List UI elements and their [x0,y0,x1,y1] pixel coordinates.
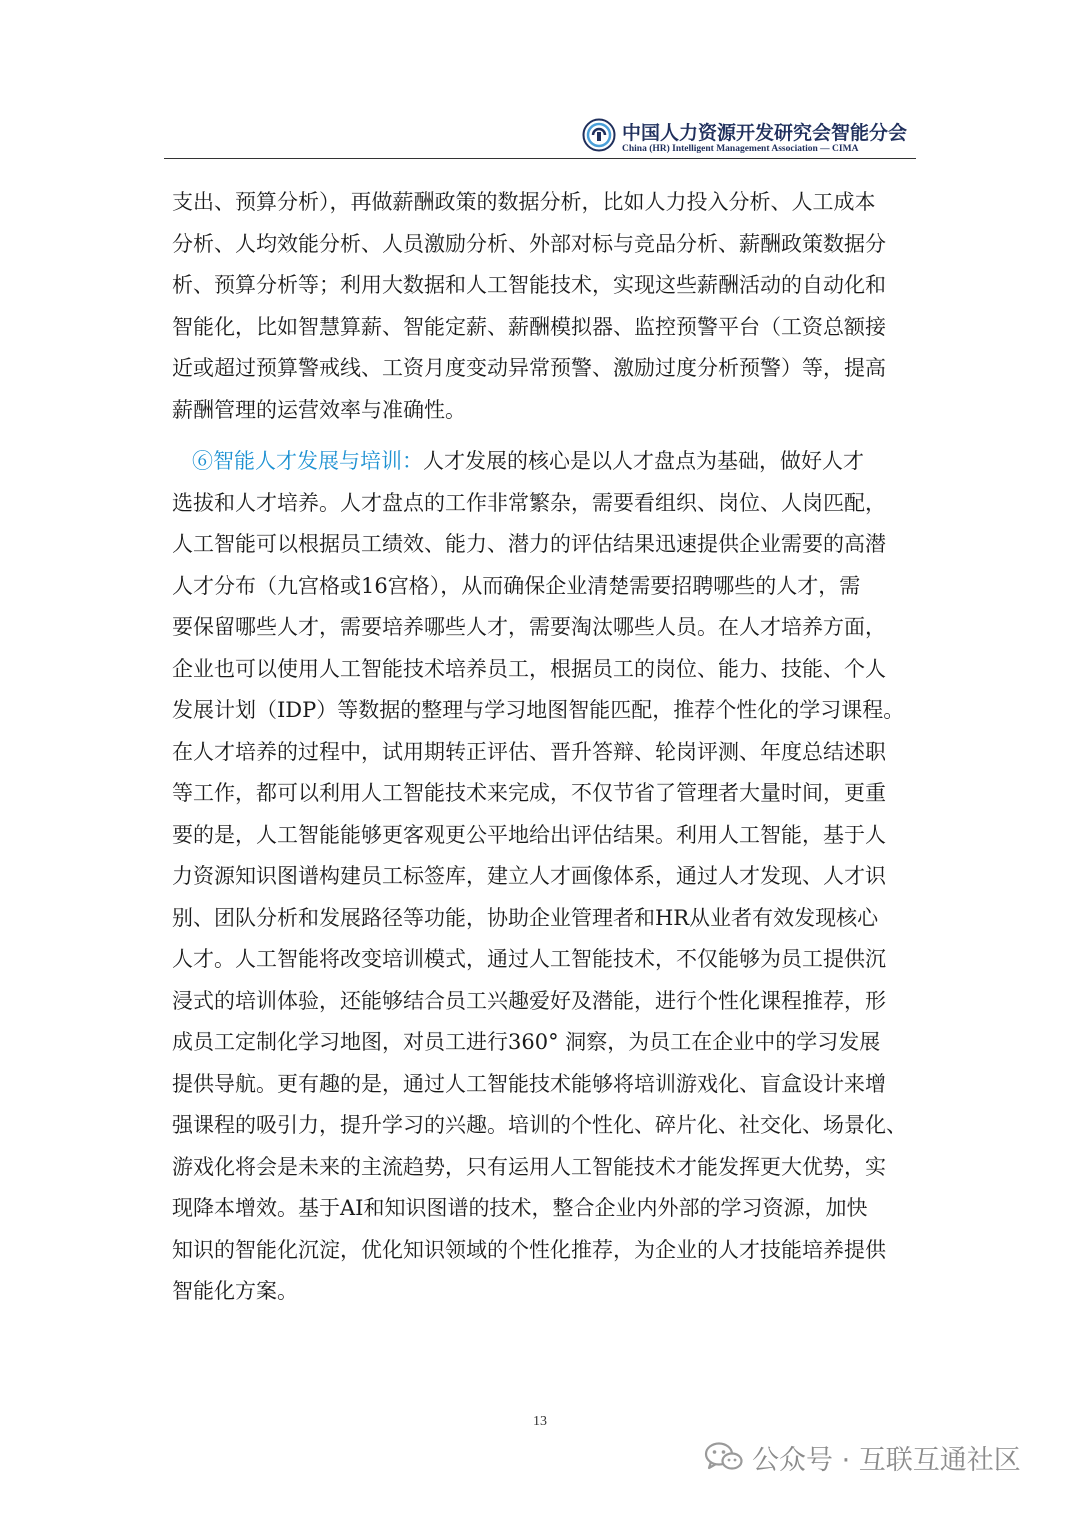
header-divider [164,158,916,159]
org-name-en: China (HR) Intelligent Management Association — CIMA [622,144,859,154]
text-line: 成员工定制化学习地图，对员工进行360° 洞察，为员工在企业中的学习发展 [172,1030,881,1054]
text-line: 力资源知识图谱构建员工标签库，建立人才画像体系，通过人才发现、人才识 [172,864,886,888]
text-line: 薪酬管理的运营效率与准确性。 [172,397,466,422]
text-line: 近或超过预算警戒线、工资月度变动异常预警、激励过度分析预警）等，提高 [172,356,886,380]
text-line: 企业也可以使用人工智能技术培养员工，根据员工的岗位、能力、技能、个人 [172,656,886,681]
text-line: 分析、人均效能分析、人员激励分析、外部对标与竞品分析、薪酬政策数据分 [172,231,886,256]
text-line: 要的是，人工智能能够更客观更公平地给出评估结果。利用人工智能，基于人 [172,822,886,847]
watermark [704,1432,1064,1482]
text-line: 选拔和人才培养。人才盘点的工作非常繁杂，需要看组织、岗位、人岗匹配， [172,490,886,515]
page-body [172,182,908,1313]
text-span: 人才发展的核心是以人才盘点为基础，做好人才 [423,449,864,473]
text-line: 强课程的吸引力，提升学习的兴趣。培训的个性化、碎片化、社交化、场景化、 [172,1113,907,1137]
text-line [172,441,908,483]
section-heading: ⑥智能人才发展与培训： [192,449,423,473]
watermark-text: 公众号 · 互联互通社区 [752,1444,1021,1476]
text-line: 别、团队分析和发展路径等功能，协助企业管理者和HR从业者有效发现核心 [172,905,879,930]
text-line: 提供导航。更有趣的是，通过人工智能技术能够将培训游戏化、盲盒设计来增 [172,1071,886,1096]
text-line: 游戏化将会是未来的主流趋势，只有运用人工智能技术才能发挥更大优势，实 [172,1154,886,1179]
text-line: 知识的智能化沉淀，优化知识领域的个性化推荐，为企业的人才技能培养提供 [172,1237,886,1262]
cima-logo-icon [582,118,616,152]
paragraph-talent [172,441,908,1313]
text-line: 现降本增效。基于AI和知识图谱的技术，整合企业内外部的学习资源，加快 [172,1196,868,1220]
text-line: 在人才培养的过程中，试用期转正评估、晋升答辩、轮岗评测、年度总结述职 [172,739,886,764]
text-line: 人才分布（九宫格或16宫格），从而确保企业清楚需要招聘哪些的人才，需 [172,573,861,598]
page-number: 13 [533,1414,547,1429]
text-line: 智能化方案。 [172,1279,298,1303]
wechat-icon [704,1441,744,1473]
text-line: 浸式的培训体验，还能够结合员工兴趣爱好及潜能，进行个性化课程推荐，形 [172,988,886,1013]
text-line: 智能化，比如智慧算薪、智能定薪、薪酬模拟器、监控预警平台（工资总额接 [172,314,886,339]
text-line: 等工作，都可以利用人工智能技术来完成，不仅节省了管理者大量时间，更重 [172,781,886,805]
text-line: 支出、预算分析），再做薪酬政策的数据分析，比如人力投入分析、人工成本 [172,190,876,214]
org-name-cn: 中国人力资源开发研究会智能分会 [622,122,908,144]
text-line: 人工智能可以根据员工绩效、能力、潜力的评估结果迅速提供企业需要的高潜 [172,532,886,556]
paragraph-salary [172,182,908,431]
text-line: 人才。人工智能将改变培训模式，通过人工智能技术，不仅能够为员工提供沉 [172,947,886,971]
page-header [164,112,916,160]
text-line: 要保留哪些人才，需要培养哪些人才，需要淘汰哪些人员。在人才培养方面， [172,615,886,639]
text-line: 发展计划（IDP）等数据的整理与学习地图智能匹配，推荐个性化的学习课程。 [172,698,905,722]
text-line: 析、预算分析等；利用大数据和人工智能技术，实现这些薪酬活动的自动化和 [172,273,886,297]
